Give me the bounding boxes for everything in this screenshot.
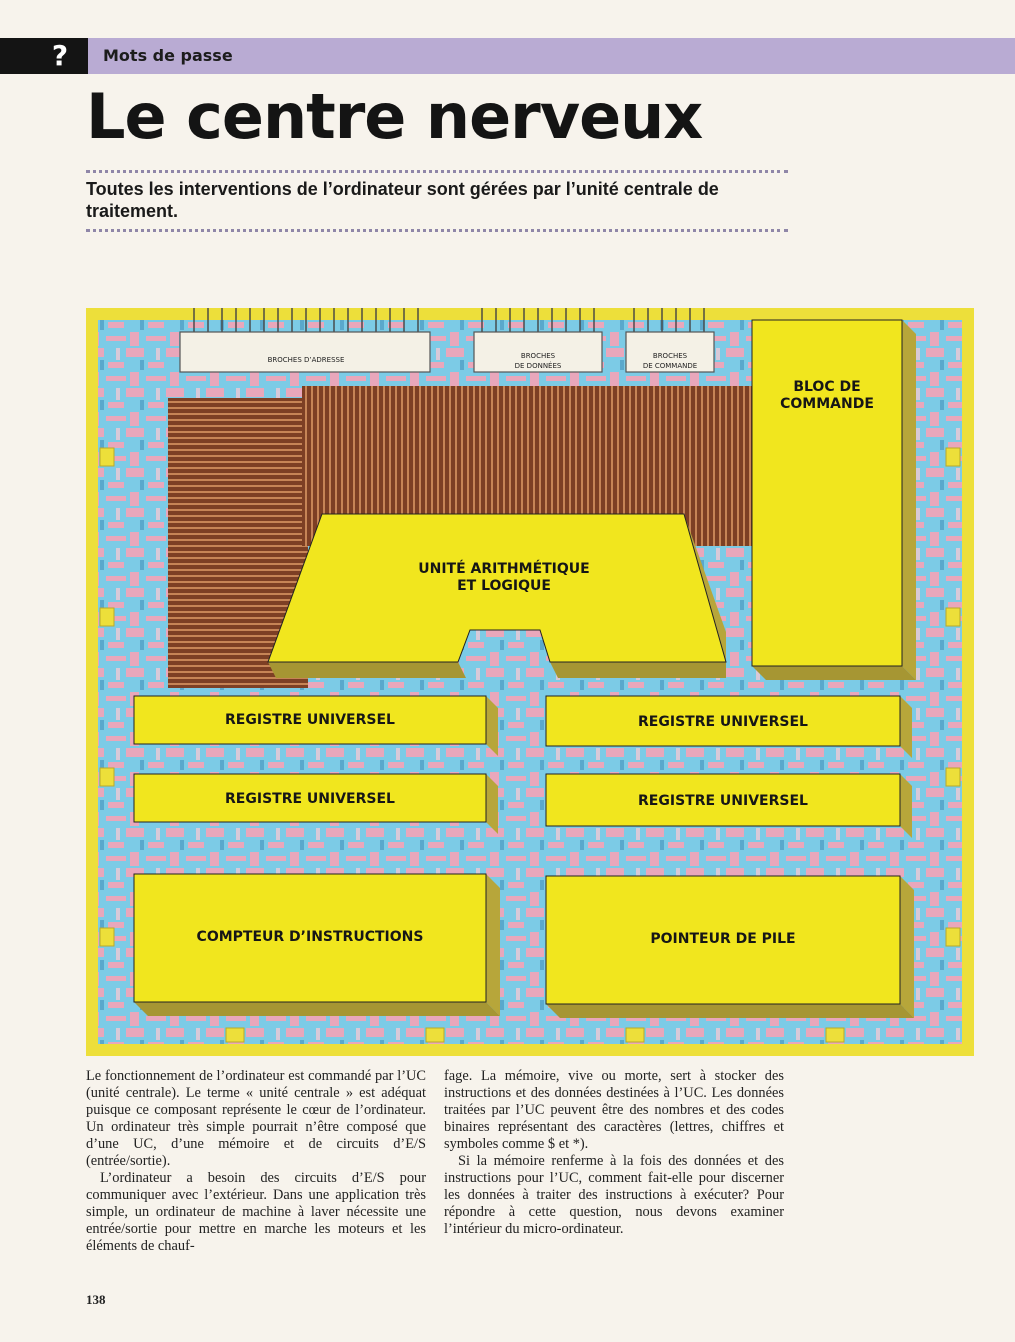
section-label: Mots de passe xyxy=(103,46,233,65)
body-paragraph: Le fonctionnement de l’ordinateur est commandé par l’UC (unité centrale). Le terme « unité centrale » est adéquat puisque ce composant représente le cœur de l’ordinateur. Un ordinateur très simple pourrait n’être composé que d’une UC, d’une mémoire et de circuits d’E/S (entrée/sortie). xyxy=(86,1068,426,1169)
page-subtitle: Toutes les interventions de l’ordinateur sont gérées par l’unité centrale de traitement. xyxy=(86,179,719,221)
subtitle-divider xyxy=(86,229,788,232)
body-paragraph: fage. La mémoire, vive ou morte, sert à stocker des instructions et des données destinées à l’UC. Les données traitées par l’UC peuvent être des nombres et des codes binaires représentant des caractères (lettres, chiffres et symboles comme $ et *). xyxy=(444,1068,784,1152)
alu-label-1: UNITÉ ARITHMÉTIQUE xyxy=(418,561,590,577)
body-paragraph: Si la mémoire renferme à la fois des données et des instructions pour l’UC, comment fait-elle pour discerner les données à traiter des instructions à exécuter? Pour répondre à cette question, nous devons examiner l’intérieur du micro-ordinateur. xyxy=(444,1153,784,1237)
instruction-counter-label: COMPTEUR D’INSTRUCTIONS xyxy=(196,929,424,945)
control-block xyxy=(752,320,902,666)
cpu-diagram xyxy=(86,308,974,1056)
data-pins-label-2: DE DONNÉES xyxy=(514,362,562,370)
stack-pointer-label: POINTEUR DE PILE xyxy=(650,931,796,947)
control-block-label-2: COMMANDE xyxy=(780,396,874,412)
address-pins xyxy=(180,332,430,372)
title-divider xyxy=(86,170,788,173)
register-2-label: REGISTRE UNIVERSEL xyxy=(225,791,395,807)
question-mark-icon: ? xyxy=(0,38,88,74)
command-pins-label-2: DE COMMANDE xyxy=(642,362,698,370)
command-pins-label-1: BROCHES xyxy=(652,352,688,360)
register-4-label: REGISTRE UNIVERSEL xyxy=(638,793,808,809)
page-number: 138 xyxy=(86,1292,106,1307)
body-column-1 xyxy=(86,1068,426,1255)
page-title: Le centre nerveux xyxy=(86,80,703,153)
register-1-label: REGISTRE UNIVERSEL xyxy=(225,712,395,728)
register-3-label: REGISTRE UNIVERSEL xyxy=(638,714,808,730)
data-pins-label-1: BROCHES xyxy=(520,352,556,360)
address-pins-label: BROCHES D’ADRESSE xyxy=(267,356,345,364)
alu-label-2: ET LOGIQUE xyxy=(457,578,551,594)
body-paragraph: L’ordinateur a besoin des circuits d’E/S pour communiquer avec l’extérieur. Dans une application très simple, un ordinateur de machine à laver nécessite une entrée/sortie pour mettre en marche les moteurs et les éléments de chauf- xyxy=(86,1170,426,1254)
body-column-2 xyxy=(444,1068,784,1238)
control-block-label-1: BLOC DE xyxy=(793,379,861,395)
